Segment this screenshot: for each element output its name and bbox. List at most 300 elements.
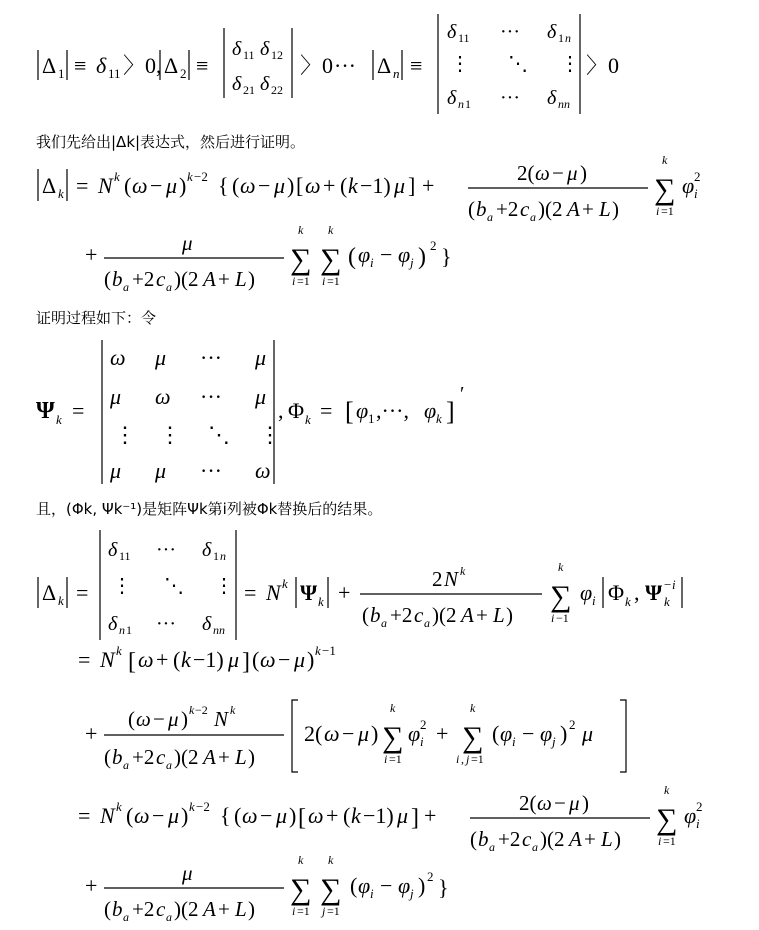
- svg-text:2: 2: [694, 169, 701, 184]
- svg-text:c: c: [520, 197, 530, 221]
- svg-text:δ: δ: [447, 87, 457, 109]
- svg-text:Δ: Δ: [164, 53, 179, 78]
- svg-text:]: ]: [411, 805, 419, 831]
- svg-text:⋱: ⋱: [508, 53, 528, 75]
- svg-text:⋮: ⋮: [214, 575, 234, 597]
- svg-text:=1: =1: [327, 904, 340, 918]
- svg-text:∑: ∑: [550, 580, 572, 613]
- svg-text:+: +: [584, 827, 596, 851]
- svg-text:−: −: [153, 707, 165, 731]
- svg-text:21: 21: [243, 83, 255, 97]
- svg-text:,···,: ,···,: [376, 398, 409, 423]
- svg-text:δ: δ: [232, 38, 242, 60]
- prose-line-intro: 我们先给出|Δk|表达式，然后进行证明。: [36, 133, 306, 151]
- svg-text:ω: ω: [155, 384, 171, 409]
- svg-text:⋮: ⋮: [114, 422, 136, 447]
- svg-text:μ: μ: [110, 458, 122, 483]
- svg-text:11: 11: [243, 48, 255, 62]
- svg-text:=1: =1: [297, 274, 310, 288]
- svg-text:j: j: [410, 886, 414, 901]
- svg-text:N: N: [100, 647, 115, 672]
- svg-text:k: k: [116, 643, 122, 658]
- svg-text:,: ,: [278, 398, 284, 423]
- svg-text:(: (: [252, 647, 260, 672]
- svg-text:)(2: )(2: [540, 827, 565, 851]
- svg-text:ω: ω: [308, 803, 324, 828]
- svg-text:1: 1: [213, 549, 219, 563]
- svg-text:): ): [179, 173, 187, 198]
- svg-text:Φ: Φ: [288, 398, 305, 423]
- svg-text:=: =: [76, 173, 89, 198]
- svg-text:k: k: [298, 223, 304, 237]
- svg-text:L: L: [235, 745, 247, 769]
- svg-text:···: ···: [156, 539, 176, 561]
- svg-text:n: n: [393, 66, 400, 81]
- svg-text:a: a: [532, 840, 538, 854]
- svg-text:μ: μ: [166, 173, 178, 198]
- svg-text:a: a: [166, 758, 172, 772]
- svg-text:j: j: [552, 734, 556, 749]
- svg-text:k: k: [436, 411, 442, 426]
- svg-text:k: k: [351, 803, 361, 828]
- svg-text:[: [: [298, 805, 306, 831]
- svg-text:=: =: [76, 580, 89, 605]
- svg-text:⋱: ⋱: [164, 575, 184, 597]
- svg-text:11: 11: [119, 549, 131, 563]
- svg-text:(: (: [232, 173, 240, 198]
- svg-text:ω: ω: [324, 721, 340, 746]
- svg-text:2(: 2(: [517, 161, 535, 185]
- prose-line-replace: 且，(Φk, Ψk⁻¹)是矩阵Ψk第i列被Φk替换后的结果。: [36, 500, 383, 518]
- svg-text:−: −: [260, 803, 273, 828]
- svg-text:Φ: Φ: [608, 580, 625, 605]
- svg-text:A: A: [569, 827, 582, 851]
- svg-text:=: =: [72, 398, 85, 423]
- svg-text:φ: φ: [358, 873, 371, 898]
- svg-text:+: +: [85, 873, 98, 898]
- svg-text:(: (: [173, 647, 181, 672]
- svg-text:φ: φ: [408, 721, 421, 746]
- svg-text:···: ···: [500, 21, 520, 43]
- svg-text:,: ,: [634, 580, 640, 605]
- svg-text:ω: ω: [535, 161, 550, 185]
- svg-text:Δ: Δ: [42, 173, 57, 198]
- svg-text:μ: μ: [255, 384, 267, 409]
- svg-text:μ: μ: [569, 791, 580, 815]
- svg-text:k: k: [348, 173, 358, 198]
- svg-text:···: ···: [200, 384, 222, 409]
- svg-text:−: −: [380, 873, 393, 898]
- svg-text:−1: −1: [322, 643, 336, 658]
- svg-text:δ: δ: [447, 21, 457, 43]
- svg-text:c: c: [156, 267, 166, 291]
- svg-text:1: 1: [58, 66, 65, 81]
- svg-text:δ: δ: [260, 73, 270, 95]
- svg-text:∑: ∑: [654, 173, 676, 206]
- svg-text:φ: φ: [358, 242, 371, 267]
- svg-text:): ): [614, 827, 621, 851]
- svg-text:): ): [580, 161, 587, 185]
- svg-text:1: 1: [368, 411, 375, 426]
- svg-text:(: (: [104, 897, 111, 921]
- svg-text:k: k: [298, 853, 304, 867]
- svg-text:〉0,: 〉0,: [123, 53, 162, 78]
- svg-text:b: b: [112, 897, 123, 921]
- svg-text:φ: φ: [540, 721, 553, 746]
- svg-text:−: −: [152, 803, 165, 828]
- svg-text:≡: ≡: [74, 53, 87, 78]
- svg-text:+: +: [476, 603, 488, 627]
- svg-text:〉0: 〉0: [586, 53, 620, 78]
- svg-text:ω: ω: [138, 647, 154, 672]
- svg-text:μ: μ: [582, 721, 594, 746]
- svg-text:)(2: )(2: [538, 197, 563, 221]
- svg-text:(: (: [348, 244, 356, 270]
- svg-text:−1): −1): [193, 647, 224, 672]
- svg-text:(: (: [470, 827, 477, 851]
- svg-text:−: −: [278, 647, 291, 672]
- svg-text:N: N: [214, 707, 229, 731]
- svg-text:n: n: [458, 97, 464, 111]
- svg-text:δ: δ: [232, 73, 242, 95]
- svg-text:=: =: [78, 803, 91, 828]
- svg-text:Δ: Δ: [377, 53, 392, 78]
- svg-text:k: k: [328, 223, 334, 237]
- svg-text:k: k: [189, 799, 195, 814]
- svg-text:−2: −2: [195, 703, 208, 717]
- svg-text:A: A: [203, 897, 216, 921]
- svg-text:2: 2: [569, 717, 576, 732]
- svg-text:⋱: ⋱: [208, 422, 230, 447]
- svg-text:i: i: [370, 255, 374, 270]
- svg-text:+: +: [424, 803, 437, 828]
- svg-text:a: a: [123, 280, 129, 294]
- svg-text:δ: δ: [108, 613, 118, 635]
- svg-text:Ψ: Ψ: [645, 580, 663, 605]
- svg-text:=1: =1: [661, 204, 674, 218]
- svg-text:(: (: [104, 745, 111, 769]
- svg-text:A: A: [567, 197, 580, 221]
- svg-text:+: +: [323, 173, 336, 198]
- svg-text:k: k: [58, 593, 64, 608]
- svg-text:i: i: [292, 274, 296, 288]
- svg-text:−: −: [554, 791, 566, 815]
- svg-text:−: −: [664, 577, 672, 592]
- svg-text:): ): [248, 745, 255, 769]
- svg-text:): ): [307, 647, 315, 672]
- svg-text:k: k: [460, 564, 466, 578]
- svg-text:=: =: [320, 398, 333, 423]
- svg-text:φ: φ: [398, 242, 411, 267]
- svg-text:i: i: [694, 186, 698, 201]
- svg-text:): ): [289, 803, 297, 828]
- svg-text:μ: μ: [255, 345, 267, 370]
- svg-text:μ: μ: [567, 161, 578, 185]
- svg-text:1: 1: [465, 97, 471, 111]
- svg-text:b: b: [370, 603, 381, 627]
- svg-text:Δ: Δ: [42, 53, 57, 78]
- svg-text:(: (: [362, 603, 369, 627]
- svg-text:): ): [181, 707, 188, 731]
- svg-text:)(2: )(2: [432, 603, 457, 627]
- svg-text:−: −: [380, 242, 393, 267]
- svg-text:a: a: [123, 910, 129, 924]
- svg-text:+: +: [85, 721, 98, 746]
- svg-text:2: 2: [420, 717, 427, 732]
- svg-text:i: i: [512, 734, 516, 749]
- svg-text:δ: δ: [260, 38, 270, 60]
- svg-text:11: 11: [458, 31, 470, 45]
- svg-text:δ: δ: [202, 539, 212, 561]
- svg-text:φ: φ: [580, 580, 593, 605]
- svg-text:): ): [287, 173, 295, 198]
- svg-text:ω: ω: [305, 173, 321, 198]
- svg-text:=1: =1: [471, 752, 484, 766]
- svg-text:+: +: [338, 580, 351, 605]
- svg-text:μ: μ: [155, 345, 167, 370]
- svg-text:k: k: [664, 783, 670, 797]
- svg-text:N: N: [100, 803, 115, 828]
- svg-text:φ: φ: [500, 721, 513, 746]
- svg-text:+2: +2: [496, 197, 519, 221]
- svg-text:+: +: [582, 197, 594, 221]
- svg-text:∑: ∑: [382, 721, 404, 754]
- svg-text:L: L: [235, 897, 247, 921]
- svg-text:−: −: [552, 161, 564, 185]
- svg-text:+: +: [156, 647, 169, 672]
- svg-text:k: k: [662, 153, 668, 167]
- svg-text:δ: δ: [547, 87, 557, 109]
- svg-text:c: c: [522, 827, 532, 851]
- svg-text:δ: δ: [547, 21, 557, 43]
- svg-text:μ: μ: [168, 707, 179, 731]
- svg-text:N: N: [266, 580, 281, 605]
- svg-text:a: a: [487, 210, 493, 224]
- svg-text:+2: +2: [498, 827, 521, 851]
- svg-text:−: −: [258, 173, 271, 198]
- svg-text:φ: φ: [398, 873, 411, 898]
- svg-text:2: 2: [430, 238, 437, 253]
- svg-text:k: k: [181, 647, 191, 672]
- svg-text:=1: =1: [327, 274, 340, 288]
- svg-text:−: −: [150, 173, 163, 198]
- svg-text:···: ···: [500, 87, 520, 109]
- svg-text:}: }: [441, 244, 452, 269]
- svg-text:···: ···: [200, 458, 222, 483]
- svg-text:−: −: [342, 721, 355, 746]
- svg-text:μ: μ: [276, 803, 288, 828]
- svg-text:)(2: )(2: [174, 267, 199, 291]
- svg-text:φ: φ: [682, 173, 695, 198]
- svg-text:=1: =1: [663, 834, 676, 848]
- svg-text:j: j: [466, 752, 470, 766]
- svg-text:): ): [181, 803, 189, 828]
- svg-text:k: k: [230, 703, 236, 717]
- svg-text:): ): [506, 603, 513, 627]
- svg-text:2(: 2(: [519, 791, 537, 815]
- svg-text:a: a: [123, 758, 129, 772]
- svg-text:(: (: [104, 267, 111, 291]
- svg-text:k: k: [328, 853, 334, 867]
- svg-text:∑: ∑: [320, 873, 342, 906]
- svg-text:i: i: [370, 886, 374, 901]
- svg-text:≡: ≡: [196, 53, 209, 78]
- svg-text:μ: μ: [274, 173, 286, 198]
- svg-text:nn: nn: [213, 623, 225, 637]
- svg-text:−2: −2: [196, 799, 210, 814]
- svg-text:ω: ω: [242, 803, 258, 828]
- svg-text:N: N: [98, 173, 113, 198]
- svg-text:{: {: [218, 173, 229, 198]
- svg-text:μ: μ: [358, 721, 370, 746]
- svg-text:ω: ω: [134, 803, 150, 828]
- svg-text:···: ···: [334, 53, 356, 78]
- svg-text:⋮: ⋮: [159, 422, 181, 447]
- svg-text:L: L: [235, 267, 247, 291]
- svg-text:ω: ω: [537, 791, 552, 815]
- svg-text:μ: μ: [182, 861, 193, 885]
- svg-text:1: 1: [558, 31, 564, 45]
- svg-text:a: a: [166, 280, 172, 294]
- svg-text:k: k: [318, 594, 324, 609]
- svg-text:Δ: Δ: [42, 580, 57, 605]
- svg-text:L: L: [601, 827, 613, 851]
- svg-text:[: [: [296, 173, 304, 198]
- svg-text:N: N: [444, 567, 459, 591]
- svg-text:2: 2: [427, 869, 434, 884]
- svg-text:=: =: [78, 647, 91, 672]
- svg-text:ω: ω: [132, 173, 148, 198]
- svg-text:k: k: [282, 576, 288, 591]
- svg-text:∑: ∑: [290, 243, 312, 276]
- svg-text:−1): −1): [360, 173, 391, 198]
- svg-text:12: 12: [271, 48, 283, 62]
- svg-text:+: +: [218, 745, 230, 769]
- svg-text:+: +: [218, 267, 230, 291]
- svg-text:): ): [371, 721, 379, 746]
- svg-text:a: a: [381, 616, 387, 630]
- svg-text:2: 2: [696, 799, 703, 814]
- svg-text:μ: μ: [397, 803, 409, 828]
- svg-text:i: i: [322, 274, 326, 288]
- svg-text:k: k: [114, 169, 120, 184]
- svg-text:[: [: [345, 397, 354, 426]
- svg-text:i: i: [672, 577, 676, 592]
- svg-text:k: k: [625, 594, 631, 609]
- svg-text:+2: +2: [132, 745, 155, 769]
- svg-text:(: (: [468, 197, 475, 221]
- svg-text:μ: μ: [168, 803, 180, 828]
- svg-text:+: +: [85, 242, 98, 267]
- svg-text:n: n: [565, 31, 571, 45]
- svg-text:): ): [418, 244, 426, 270]
- svg-text:)(2: )(2: [174, 745, 199, 769]
- svg-text:(: (: [128, 707, 135, 731]
- svg-text:+2: +2: [132, 267, 155, 291]
- svg-text:ω: ω: [110, 345, 126, 370]
- svg-text:(: (: [340, 173, 348, 198]
- svg-text:∑: ∑: [290, 873, 312, 906]
- svg-text:+: +: [436, 721, 449, 746]
- svg-text:j: j: [322, 904, 326, 918]
- svg-text:ω: ω: [240, 173, 256, 198]
- svg-text:≡: ≡: [410, 53, 423, 78]
- svg-text:−1: −1: [556, 611, 569, 625]
- svg-text:): ): [248, 897, 255, 921]
- svg-text:(: (: [126, 803, 134, 828]
- svg-text:φ: φ: [424, 398, 437, 423]
- svg-text:c: c: [156, 897, 166, 921]
- svg-text:2(: 2(: [304, 721, 323, 746]
- svg-text:(: (: [492, 721, 500, 746]
- svg-text:k: k: [58, 186, 64, 201]
- svg-text:A: A: [203, 745, 216, 769]
- svg-text:μ: μ: [110, 384, 122, 409]
- svg-text:=: =: [244, 580, 257, 605]
- svg-text:1: 1: [126, 623, 132, 637]
- svg-text:=1: =1: [297, 904, 310, 918]
- svg-text:L: L: [493, 603, 505, 627]
- svg-text:a: a: [166, 910, 172, 924]
- svg-text:): ): [248, 267, 255, 291]
- svg-text:···: ···: [156, 613, 176, 635]
- svg-text:n: n: [119, 623, 125, 637]
- svg-text:i: i: [420, 734, 424, 749]
- svg-text:11: 11: [108, 66, 121, 81]
- svg-text:i: i: [658, 834, 662, 848]
- svg-text:δ: δ: [202, 613, 212, 635]
- svg-text:k: k: [558, 560, 564, 574]
- svg-text:ω: ω: [136, 707, 151, 731]
- svg-text:δ: δ: [96, 53, 107, 78]
- svg-text:2: 2: [432, 567, 443, 591]
- svg-text:+2: +2: [132, 897, 155, 921]
- svg-text:k: k: [315, 643, 321, 658]
- svg-text:k: k: [664, 594, 670, 609]
- svg-text:]: ]: [242, 649, 250, 675]
- svg-text:(: (: [234, 803, 242, 828]
- svg-text:〉0: 〉0: [300, 53, 334, 78]
- svg-text:]: ]: [446, 397, 455, 426]
- svg-text:⋮: ⋮: [560, 53, 580, 75]
- svg-text:···: ···: [200, 345, 222, 370]
- svg-text:+: +: [422, 173, 435, 198]
- prose-line-proof: 证明过程如下：令: [36, 309, 157, 327]
- svg-text:i: i: [656, 204, 660, 218]
- svg-text:k: k: [116, 799, 122, 814]
- svg-text:=1: =1: [389, 752, 402, 766]
- svg-text:−1): −1): [363, 803, 394, 828]
- svg-text:i: i: [456, 752, 460, 766]
- svg-text:μ: μ: [394, 173, 406, 198]
- svg-text:′: ′: [460, 383, 465, 405]
- svg-text:Ψ: Ψ: [300, 580, 318, 605]
- svg-text:L: L: [599, 197, 611, 221]
- svg-text:−2: −2: [194, 169, 208, 184]
- svg-text:]: ]: [408, 173, 416, 198]
- svg-text:k: k: [305, 412, 311, 427]
- svg-text:i: i: [384, 752, 388, 766]
- svg-text:i: i: [551, 611, 555, 625]
- svg-text:): ): [612, 197, 619, 221]
- svg-text:φ: φ: [684, 803, 697, 828]
- svg-text:b: b: [476, 197, 487, 221]
- svg-text:[: [: [128, 649, 136, 675]
- svg-text:k: k: [56, 412, 62, 427]
- svg-text:φ: φ: [356, 398, 369, 423]
- svg-text:): ): [560, 721, 568, 746]
- svg-text:ω: ω: [260, 647, 276, 672]
